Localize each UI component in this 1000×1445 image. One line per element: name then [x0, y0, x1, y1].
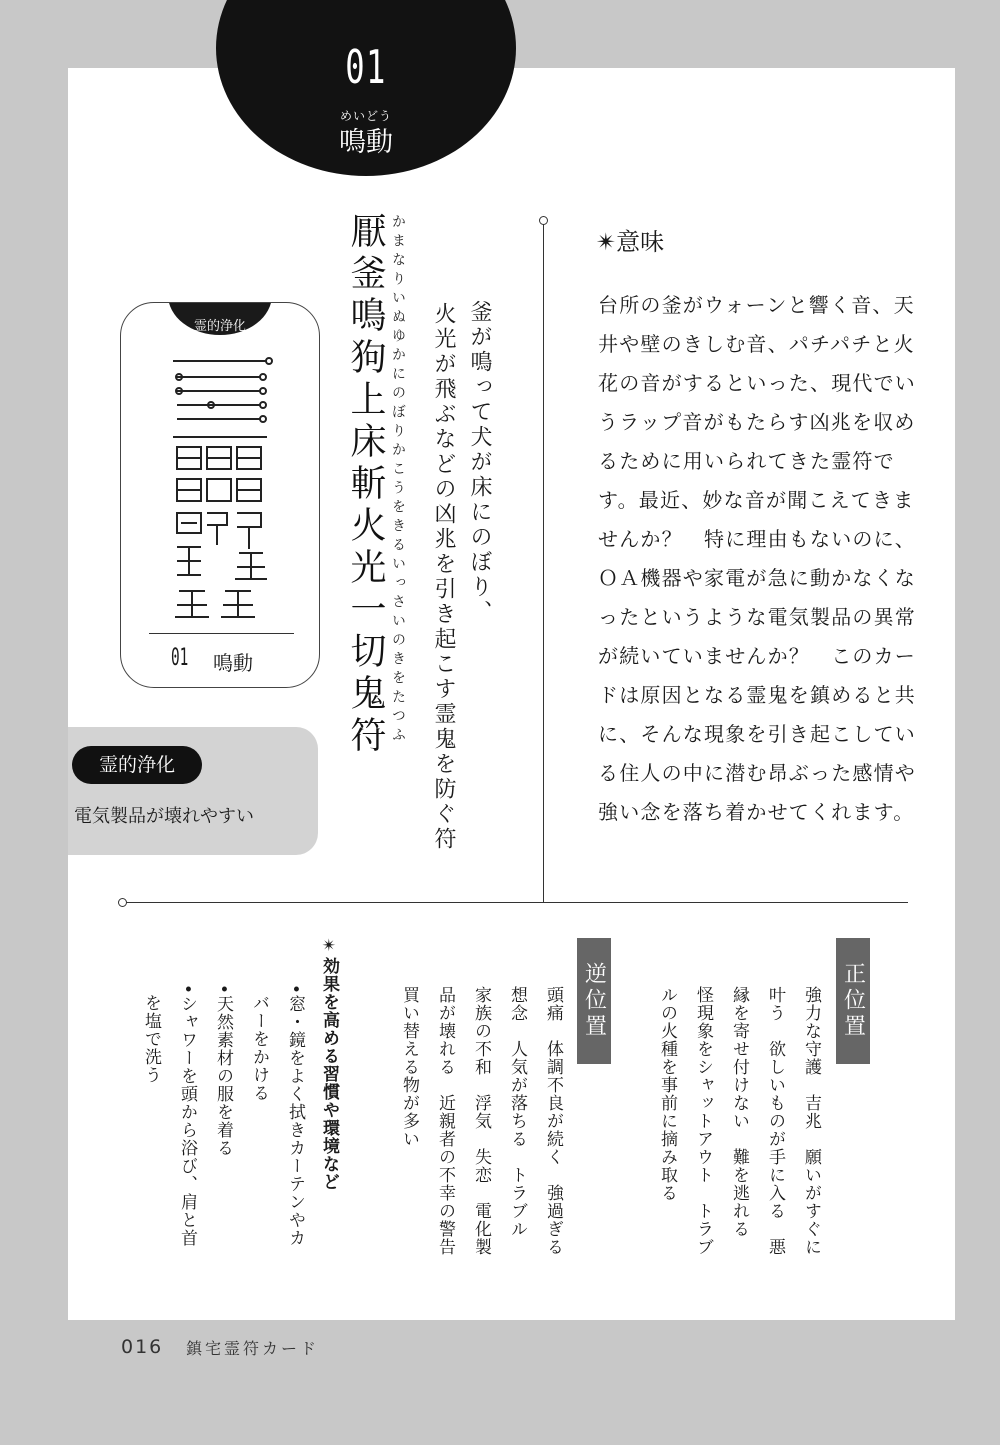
talisman-card — [120, 302, 320, 688]
divider-dot-top — [539, 216, 548, 225]
sparkle-icon: ✴ — [319, 936, 339, 957]
habits-title: 効果を高める習慣や環境など — [319, 957, 339, 1191]
upright-label: 正位置 — [836, 938, 870, 1064]
habit-line: バーをかける — [249, 994, 269, 1102]
card-name: 鳴動 — [213, 651, 253, 675]
horizontal-divider — [123, 902, 908, 903]
summary-line-1: 釜が鳴って犬が床にのぼり、 — [467, 300, 492, 625]
spell-ruby: かまなりいぬゆかにのぼりかこうをきるいっさいのきをたつふ — [390, 214, 406, 746]
category-text: 電気製品が壊れやすい — [74, 806, 254, 827]
card-tab-label: 霊的浄化 — [193, 319, 246, 334]
sparkle-icon: ✴ — [596, 228, 617, 256]
book-title: 鎮宅霊符カード — [186, 1339, 320, 1358]
upright-line: 強力な守護 吉兆 願いがすぐに — [801, 986, 821, 1256]
badge-ruby: めいどう — [339, 109, 392, 123]
reversed-line: 頭痛 体調不良が続く 強過ぎる — [543, 986, 563, 1256]
habit-line: •天然素材の服を着る — [213, 984, 233, 1158]
badge-number: 01 — [345, 40, 387, 94]
spell-title: 厭釜鳴狗上床斬火光一切鬼符 — [345, 212, 386, 758]
upright-line: ルの火種を事前に摘み取る — [657, 986, 677, 1202]
card-divider — [149, 633, 294, 634]
talisman-glyph-icon — [121, 347, 319, 637]
reversed-line: 家族の不和 浮気 失恋 電化製 — [471, 986, 491, 1256]
meaning-body: 台所の釜がウォーンと響く音、天井や壁のきしむ音、パチパチと火花の音がするといった、現代でいうラップ音がもたらす凶兆を収めるために用いられてきた霊符です。最近、妙な音が聞こえてきませんか？ 特に理由もないのに、ＯＡ機器や家電が急に動かなくなったというような電気製品の異常が続いていませんか？ このカードは原因となる霊鬼を鎮めると共に、そんな現象を引き起こしている住人の中に潜む昂ぶった感情や強い念を落ち着かせてくれます。 — [598, 293, 916, 824]
upright-line: 怪現象をシャットアウト トラブ — [693, 986, 713, 1256]
vertical-divider — [543, 222, 544, 902]
category-pill: 霊的浄化 — [72, 746, 202, 784]
meaning-heading — [596, 222, 664, 257]
summary-line-2: 火光が飛ぶなどの凶兆を引き起こす霊鬼を防ぐ符 — [431, 302, 456, 852]
habits-heading — [312, 936, 346, 1236]
habit-line: •シャワーを頭から浴び、肩と首 — [177, 984, 197, 1248]
reversed-line: 買い替える物が多い — [399, 986, 419, 1148]
badge-title: 鳴動 — [339, 127, 393, 158]
reversed-label: 逆位置 — [577, 938, 611, 1064]
meaning-title: 意味 — [616, 228, 665, 256]
page-number: 016 — [121, 1336, 164, 1358]
card-number: 01 — [171, 643, 189, 671]
upright-line: 叶う 欲しいものが手に入る 悪 — [765, 986, 785, 1256]
habit-line: •窓・鏡をよく拭きカーテンやカ — [285, 984, 305, 1248]
upright-line: 縁を寄せ付けない 難を逃れる — [729, 986, 749, 1238]
reversed-line: 品が壊れる 近親者の不幸の警告 — [435, 986, 455, 1256]
divider-dot-left — [118, 898, 127, 907]
habit-line: を塩で洗う — [141, 994, 161, 1084]
reversed-line: 想念 人気が落ちる トラブル — [507, 986, 527, 1238]
